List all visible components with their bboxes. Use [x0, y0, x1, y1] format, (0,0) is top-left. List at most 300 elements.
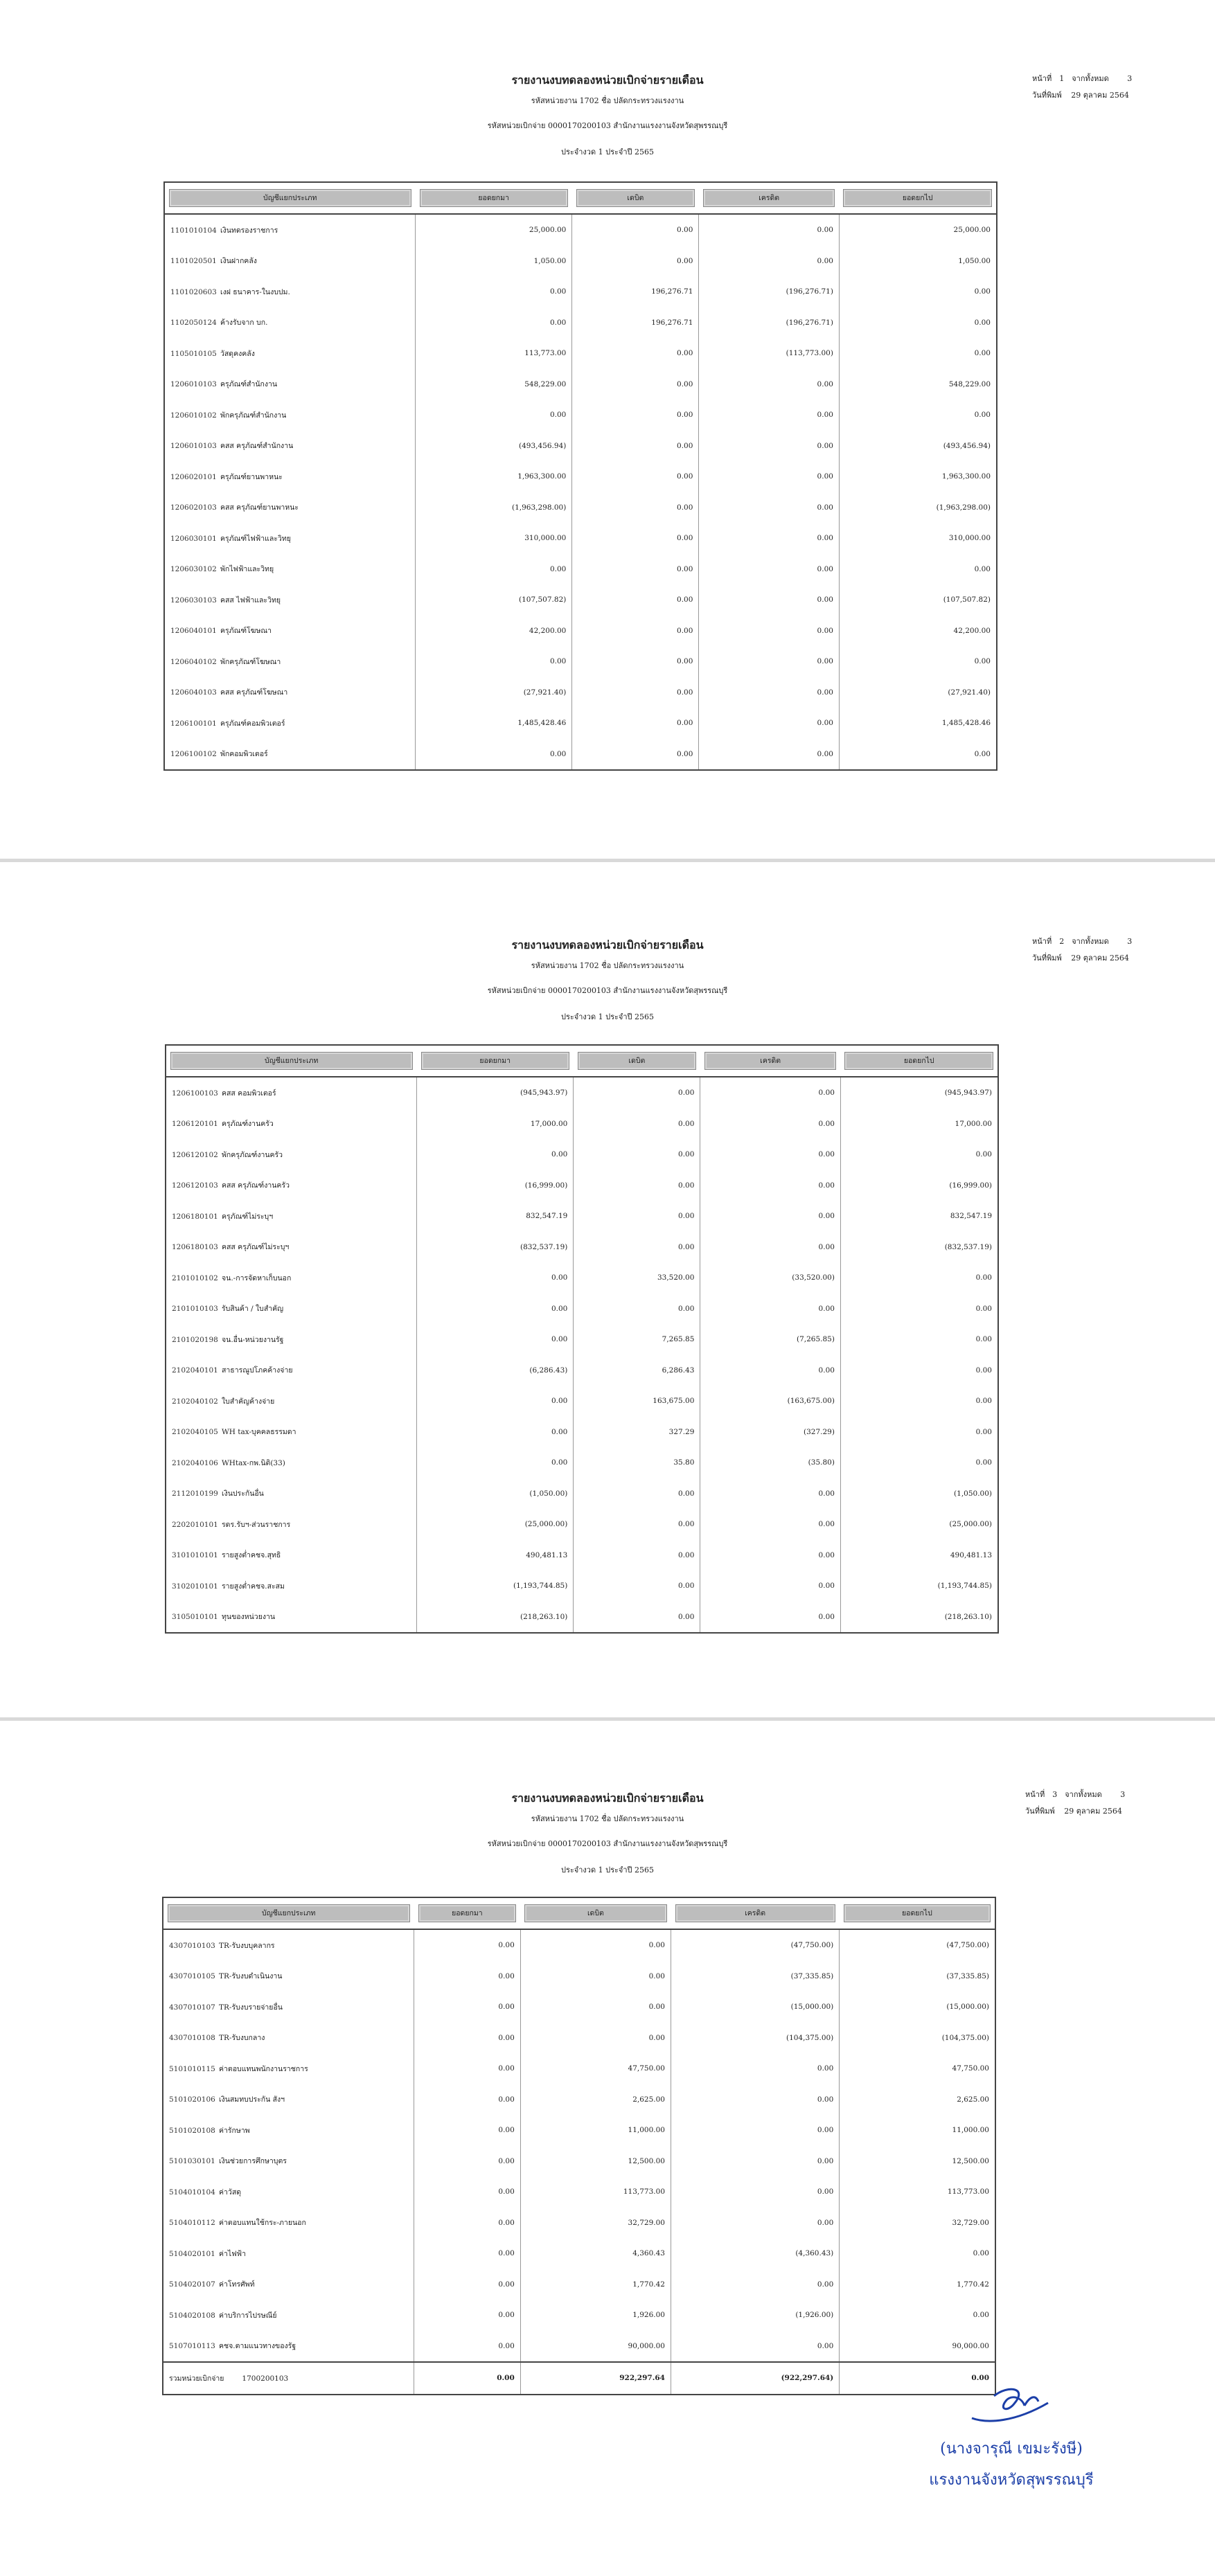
account-name: ค่าวัสดุ [219, 2188, 242, 2197]
balance-carried-cell: 0.00 [840, 2238, 995, 2269]
account-cell [166, 1355, 417, 1386]
account-code: 1206010103 [170, 442, 217, 451]
balance-carried-cell: 0.00 [839, 554, 997, 585]
credit-cell: (37,335.85) [671, 1961, 840, 1992]
account-code: 5101020108 [169, 2126, 215, 2135]
balance-forward-cell: (1,050.00) [417, 1478, 574, 1510]
account-code: 4307010107 [169, 2003, 215, 2012]
balance-forward-cell: (1,963,298.00) [416, 492, 572, 524]
table-row [164, 677, 997, 708]
table-row [163, 2208, 995, 2239]
credit-cell: 0.00 [699, 523, 840, 554]
balance-forward-cell: 0.00 [416, 276, 572, 307]
account-cell [166, 1447, 417, 1478]
account-cell [164, 400, 416, 431]
credit-cell: 0.00 [700, 1109, 841, 1140]
balance-forward-cell: 1,963,300.00 [416, 461, 572, 492]
total-pages: 3 [1127, 74, 1133, 83]
column-header-label: ยอดยกมา [420, 189, 568, 207]
print-date: 29 ตุลาคม 2564 [1071, 954, 1129, 963]
account-cell [163, 2331, 414, 2363]
balance-carried-cell: (945,943.97) [840, 1077, 998, 1109]
account-name: จน.อื่น-หน่วยงานรัฐ [222, 1335, 284, 1344]
debit-cell: 0.00 [572, 338, 699, 369]
account-name: รับสินค้า / ใบสำคัญ [222, 1305, 284, 1314]
account-cell [163, 2084, 414, 2116]
balance-carried-cell: 1,963,300.00 [839, 461, 997, 492]
credit-cell: (104,375.00) [671, 2023, 840, 2054]
report-page-2 [0, 862, 1215, 1717]
balance-forward-cell: 113,773.00 [416, 338, 572, 369]
table-body [166, 1077, 998, 1633]
account-cell [166, 1324, 417, 1355]
account-name: คสส ครุภัณฑ์ไม่ระบุฯ [222, 1243, 290, 1252]
balance-carried-cell: 0.00 [840, 1294, 998, 1325]
account-cell [164, 276, 416, 307]
account-name: คสส ไฟฟ้าและวิทยุ [220, 596, 281, 605]
credit-cell: 0.00 [671, 2269, 840, 2300]
table-row [166, 1109, 998, 1140]
account-name: พักไฟฟ้าและวิทยุ [220, 565, 274, 574]
total-balance-forward-cell: 0.00 [414, 2362, 521, 2395]
column-header-label: เครดิต [704, 1052, 837, 1070]
debit-cell: 0.00 [572, 584, 699, 616]
credit-cell: 0.00 [700, 1571, 841, 1602]
credit-cell: (4,360.43) [671, 2238, 840, 2269]
unit-line: รหัสหน่วยเบิกจ่าย 0000170200103 สำนักงานแรงงานจังหวัดสุพรรณบุรี [487, 986, 728, 995]
account-name: ค่ารักษาพ [219, 2126, 250, 2135]
credit-cell: 0.00 [700, 1201, 841, 1232]
account-name: WH tax-บุคคลธรรมดา [222, 1428, 296, 1437]
account-cell [163, 2269, 414, 2300]
debit-cell: 33,520.00 [574, 1262, 700, 1294]
balance-carried-cell: (1,050.00) [840, 1478, 998, 1510]
total-pages: 3 [1127, 937, 1133, 946]
page-number: 1 [1059, 74, 1065, 83]
account-name: เงินประกันอื่น [222, 1490, 264, 1499]
table-row [166, 1478, 998, 1510]
table-row [164, 616, 997, 647]
balance-forward-cell: 310,000.00 [416, 523, 572, 554]
balance-forward-cell: 832,547.19 [417, 1201, 574, 1232]
balance-carried-cell: 17,000.00 [840, 1109, 998, 1140]
column-header-label: เครดิต [703, 189, 835, 207]
table-row [166, 1201, 998, 1232]
balance-forward-cell: 25,000.00 [416, 214, 572, 246]
balance-carried-cell: 1,770.42 [840, 2269, 995, 2300]
credit-cell: 0.00 [700, 1170, 841, 1201]
balance-forward-cell: 0.00 [414, 2208, 521, 2239]
balance-carried-cell: 12,500.00 [840, 2146, 995, 2177]
account-code: 1206100101 [170, 719, 217, 728]
credit-cell: 0.00 [699, 214, 840, 246]
column-header [414, 1897, 521, 1929]
debit-cell: 0.00 [574, 1478, 700, 1510]
balance-forward-cell: 0.00 [416, 400, 572, 431]
table-header [166, 1045, 998, 1077]
credit-cell: 0.00 [699, 431, 840, 462]
balance-carried-cell: 0.00 [840, 2300, 995, 2331]
credit-cell: (113,773.00) [699, 338, 840, 369]
balance-carried-cell: 0.00 [839, 400, 997, 431]
of-label: จากทั้งหมด [1065, 1790, 1102, 1799]
department-line: รหัสหน่วยงาน 1702 ชื่อ ปลัดกระทรวงแรงงาน [531, 1814, 684, 1823]
table-header [164, 182, 997, 214]
account-name: จน.-การจัดหาเก็บนอก [222, 1273, 292, 1282]
print-date-label: วันที่พิมพ์ [1032, 91, 1062, 100]
balance-carried-cell: 0.00 [840, 1139, 998, 1170]
table-row [166, 1077, 998, 1109]
balance-carried-cell: 25,000.00 [839, 214, 997, 246]
table-row [164, 708, 997, 739]
account-name: TR-รับงบดำเนินงาน [219, 1972, 283, 1981]
table-row [164, 369, 997, 400]
credit-cell: 0.00 [700, 1509, 841, 1540]
table-row [164, 523, 997, 554]
balance-carried-cell: 0.00 [839, 739, 997, 771]
account-code: 1206030103 [170, 596, 217, 605]
account-name: ค่าโทรศัพท์ [219, 2280, 255, 2289]
balance-carried-cell: 0.00 [840, 1262, 998, 1294]
account-cell [163, 1992, 414, 2023]
debit-cell: 1,926.00 [520, 2300, 671, 2331]
credit-cell: 0.00 [671, 2331, 840, 2363]
credit-cell: 0.00 [699, 246, 840, 277]
balance-carried-cell: 11,000.00 [840, 2115, 995, 2146]
balance-carried-cell: 47,750.00 [840, 2053, 995, 2084]
balance-carried-cell: 0.00 [839, 276, 997, 307]
balance-carried-cell: 310,000.00 [839, 523, 997, 554]
balance-forward-cell: 0.00 [414, 2084, 521, 2116]
balance-carried-cell: (218,263.10) [840, 1602, 998, 1634]
table-row [163, 2300, 995, 2331]
balance-forward-cell: 0.00 [414, 1992, 521, 2023]
credit-cell: (196,276.71) [699, 276, 840, 307]
table-row [164, 338, 997, 369]
table-row [166, 1294, 998, 1325]
print-date: 29 ตุลาคม 2564 [1064, 1807, 1122, 1816]
table-row [163, 2331, 995, 2363]
balance-carried-cell: (25,000.00) [840, 1509, 998, 1540]
signatory-office: แรงงานจังหวัดสุพรรณบุรี [929, 2471, 1094, 2489]
credit-cell: 0.00 [699, 492, 840, 524]
total-label: รวมหน่วยเบิกจ่าย [169, 2374, 224, 2383]
column-header-label: ยอดยกไป [844, 1052, 993, 1070]
debit-cell: 0.00 [574, 1571, 700, 1602]
debit-cell: 0.00 [574, 1201, 700, 1232]
table-row [166, 1262, 998, 1294]
page-label: หน้าที่ [1032, 937, 1052, 946]
debit-cell: 35.80 [574, 1447, 700, 1478]
account-cell [166, 1478, 417, 1510]
column-header [417, 1045, 574, 1077]
account-cell [166, 1109, 417, 1140]
account-cell [164, 492, 416, 524]
table-row [164, 584, 997, 616]
account-name: เงินฝากคลัง [220, 257, 257, 266]
account-code: 5104010104 [169, 2188, 215, 2197]
credit-cell: (1,926.00) [671, 2300, 840, 2331]
credit-cell: 0.00 [699, 461, 840, 492]
account-cell [164, 677, 416, 708]
balance-carried-cell: 0.00 [839, 307, 997, 339]
account-cell [164, 708, 416, 739]
balance-forward-cell: 548,229.00 [416, 369, 572, 400]
table-row [164, 646, 997, 677]
account-code: 1206180101 [172, 1212, 218, 1221]
account-cell [163, 2208, 414, 2239]
table-row [166, 1571, 998, 1602]
credit-cell: 0.00 [699, 616, 840, 647]
account-cell [163, 2146, 414, 2177]
balance-forward-cell: 0.00 [417, 1262, 574, 1294]
debit-cell: 0.00 [574, 1602, 700, 1634]
account-cell [164, 616, 416, 647]
period-line: ประจำงวด 1 ประจำปี 2565 [561, 1012, 654, 1021]
table-row [163, 1992, 995, 2023]
account-name: รายสูงต่ำคชจ.สะสม [222, 1582, 285, 1591]
column-header [164, 182, 416, 214]
credit-cell: 0.00 [699, 554, 840, 585]
account-code: 2102040106 [172, 1458, 218, 1467]
debit-cell: 0.00 [572, 739, 699, 771]
column-header [840, 1897, 995, 1929]
balance-forward-cell: 0.00 [416, 646, 572, 677]
balance-carried-cell: 90,000.00 [840, 2331, 995, 2363]
debit-cell: 0.00 [572, 461, 699, 492]
account-code: 1206100102 [170, 750, 217, 759]
report-title: รายงานงบทดลองหน่วยเบิกจ่ายรายเดือน [511, 73, 704, 87]
account-code: 2101010102 [172, 1273, 218, 1282]
table-row [166, 1417, 998, 1448]
balance-carried-cell: 0.00 [840, 1324, 998, 1355]
account-name: วัสดุคงคลัง [220, 349, 255, 358]
account-code: 1206040101 [170, 627, 217, 636]
balance-forward-cell: 490,481.13 [417, 1540, 574, 1571]
balance-forward-cell: (107,507.82) [416, 584, 572, 616]
account-name: ค่าตอบแทนพนักงานราชการ [219, 2064, 308, 2073]
account-code: 5107010113 [169, 2342, 215, 2351]
account-name: คสส ครุภัณฑ์งานครัว [222, 1181, 290, 1190]
balance-carried-cell: (47,750.00) [840, 1929, 995, 1961]
account-code: 1206030102 [170, 565, 217, 574]
table-row [166, 1139, 998, 1170]
credit-cell: 0.00 [699, 646, 840, 677]
column-header [572, 182, 699, 214]
account-name: ใบสำคัญค้างจ่าย [222, 1397, 275, 1406]
account-code: 1206120103 [172, 1181, 218, 1190]
account-cell [166, 1509, 417, 1540]
account-code: 1206020103 [170, 503, 217, 512]
credit-cell: 0.00 [699, 400, 840, 431]
column-header [671, 1897, 840, 1929]
account-cell [164, 523, 416, 554]
table-row [163, 2115, 995, 2146]
debit-cell: 0.00 [572, 677, 699, 708]
debit-cell: 0.00 [572, 214, 699, 246]
account-code: 1206030101 [170, 534, 217, 543]
report-title: รายงานงบทดลองหน่วยเบิกจ่ายรายเดือน [511, 1791, 704, 1805]
account-name: เงินทดรองราชการ [220, 226, 278, 235]
balance-forward-cell: 0.00 [416, 307, 572, 339]
account-name: สาธารณูปโภคค้างจ่าย [222, 1366, 293, 1375]
account-cell [166, 1417, 417, 1448]
column-header-label: ยอดยกมา [421, 1052, 569, 1070]
debit-cell: 7,265.85 [574, 1324, 700, 1355]
credit-cell: 0.00 [699, 369, 840, 400]
account-cell [164, 214, 416, 246]
credit-cell: 0.00 [699, 708, 840, 739]
account-code: 5104020107 [169, 2280, 215, 2289]
credit-cell: (15,000.00) [671, 1992, 840, 2023]
debit-cell: 0.00 [520, 1961, 671, 1992]
balance-forward-cell: 0.00 [414, 2238, 521, 2269]
account-name: เงินสมทบประกัน สังฯ [219, 2095, 285, 2104]
balance-forward-cell: (27,921.40) [416, 677, 572, 708]
debit-cell: 0.00 [572, 492, 699, 524]
account-name: ค้างรับจาก บก. [220, 319, 268, 328]
account-name: ครุภัณฑ์สำนักงาน [220, 380, 278, 389]
column-header-label: เดบิต [578, 1052, 696, 1070]
table-row [164, 276, 997, 307]
balance-forward-cell: 0.00 [417, 1324, 574, 1355]
account-name: ค่าตอบแทนใช้กระ-ภายนอก [219, 2219, 306, 2228]
total-unit-code: 1700200103 [242, 2374, 289, 2383]
balance-carried-cell: 0.00 [840, 1355, 998, 1386]
account-cell [164, 369, 416, 400]
table-row [164, 400, 997, 431]
account-cell [166, 1262, 417, 1294]
credit-cell: (196,276.71) [699, 307, 840, 339]
debit-cell: 0.00 [574, 1509, 700, 1540]
debit-cell: 0.00 [520, 2023, 671, 2054]
credit-cell: (47,750.00) [671, 1929, 840, 1961]
balance-forward-cell: 0.00 [414, 2053, 521, 2084]
debit-cell: 0.00 [572, 708, 699, 739]
balance-forward-cell: 0.00 [414, 1929, 521, 1961]
table-row [163, 2176, 995, 2208]
account-code: 2102040102 [172, 1397, 218, 1406]
header-row [166, 1045, 998, 1077]
credit-cell: 0.00 [699, 584, 840, 616]
balance-forward-cell: 1,485,428.46 [416, 708, 572, 739]
page-label: หน้าที่ [1025, 1790, 1045, 1799]
credit-cell: 0.00 [671, 2208, 840, 2239]
debit-cell: 0.00 [572, 431, 699, 462]
report-page-1 [0, 0, 1215, 859]
debit-cell: 2,625.00 [520, 2084, 671, 2116]
debit-cell: 163,675.00 [574, 1386, 700, 1417]
column-header [166, 1045, 417, 1077]
credit-cell: 0.00 [671, 2053, 840, 2084]
credit-cell: 0.00 [700, 1294, 841, 1325]
account-name: ครุภัณฑ์โฆษณา [220, 627, 272, 636]
account-code: 1206020101 [170, 472, 217, 481]
table-row [164, 431, 997, 462]
debit-cell: 32,729.00 [520, 2208, 671, 2239]
account-name: พักครุภัณฑ์โฆษณา [220, 657, 281, 666]
total-credit-cell: (922,297.64) [671, 2362, 840, 2395]
account-name: TR-รับงบบุคลากร [219, 1941, 275, 1950]
account-cell [163, 2023, 414, 2054]
debit-cell: 0.00 [572, 523, 699, 554]
account-cell [166, 1294, 417, 1325]
table-row [166, 1232, 998, 1263]
account-name: คสส ครุภัณฑ์โฆษณา [220, 688, 288, 697]
table-row [163, 1961, 995, 1992]
account-name: คสส ครุภัณฑ์สำนักงาน [220, 442, 294, 451]
account-code: 1101020501 [170, 257, 217, 266]
account-code: 1105010105 [170, 349, 217, 358]
balance-carried-cell: 0.00 [840, 1447, 998, 1478]
table-row [163, 2084, 995, 2116]
credit-cell: 0.00 [699, 739, 840, 771]
balance-forward-cell: 0.00 [414, 2023, 521, 2054]
debit-cell: 47,750.00 [520, 2053, 671, 2084]
debit-cell: 0.00 [574, 1077, 700, 1109]
balance-forward-cell: 0.00 [417, 1417, 574, 1448]
account-cell [164, 554, 416, 585]
header-row [163, 1897, 995, 1929]
account-cell [164, 307, 416, 339]
account-name: ทุนของหน่วยงาน [222, 1613, 276, 1622]
debit-cell: 11,000.00 [520, 2115, 671, 2146]
total-debit-cell: 922,297.64 [520, 2362, 671, 2395]
account-name: พักครุภัณฑ์งานครัว [222, 1150, 283, 1159]
table-row [163, 2053, 995, 2084]
account-cell [166, 1201, 417, 1232]
account-code: 2101020198 [172, 1335, 218, 1344]
table-row [164, 461, 997, 492]
balance-carried-cell: 0.00 [839, 338, 997, 369]
debit-cell: 0.00 [574, 1540, 700, 1571]
table-row [166, 1540, 998, 1571]
debit-cell: 0.00 [572, 616, 699, 647]
table-row [163, 2238, 995, 2269]
table-row [163, 2146, 995, 2177]
table-body [163, 1929, 995, 2395]
account-cell [164, 584, 416, 616]
signatory-name: (นางจารุณี เขมะรังษี) [940, 2440, 1083, 2458]
balance-carried-cell: (832,537.19) [840, 1232, 998, 1263]
credit-cell: 0.00 [700, 1602, 841, 1634]
debit-cell: 0.00 [520, 1929, 671, 1961]
credit-cell: 0.00 [671, 2146, 840, 2177]
credit-cell: 0.00 [700, 1540, 841, 1571]
credit-cell: 0.00 [700, 1355, 841, 1386]
table-row [164, 307, 997, 339]
table-row [166, 1324, 998, 1355]
column-header-label: ยอดยกไป [844, 1904, 991, 1922]
account-code: 1206040103 [170, 688, 217, 697]
balance-carried-cell: 1,050.00 [839, 246, 997, 277]
account-code: 1101010104 [170, 226, 217, 235]
total-row [163, 2362, 995, 2395]
account-name: ครุภัณฑ์ไฟฟ้าและวิทยุ [220, 534, 291, 543]
debit-cell: 0.00 [572, 400, 699, 431]
credit-cell: 0.00 [700, 1232, 841, 1263]
account-code: 1206010102 [170, 411, 217, 420]
account-cell [164, 338, 416, 369]
balance-forward-cell: (832,537.19) [417, 1232, 574, 1263]
account-cell [164, 431, 416, 462]
account-cell [166, 1602, 417, 1634]
debit-cell: 0.00 [572, 554, 699, 585]
balance-forward-cell: (16,999.00) [417, 1170, 574, 1201]
credit-cell: (327.29) [700, 1417, 841, 1448]
period-line: ประจำงวด 1 ประจำปี 2565 [561, 147, 654, 156]
balance-forward-cell: 1,050.00 [416, 246, 572, 277]
